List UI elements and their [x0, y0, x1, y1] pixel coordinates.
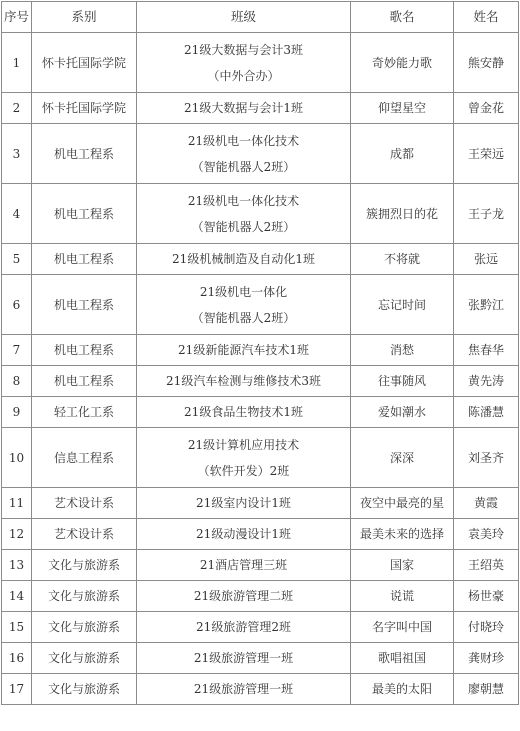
row-song: 深深: [351, 428, 454, 488]
row-number: 9: [2, 397, 32, 428]
row-name: 张远: [454, 244, 519, 275]
row-class: [137, 93, 351, 124]
table-row: [2, 643, 519, 674]
table-row: [2, 33, 519, 93]
row-name: 王绍英: [454, 550, 519, 581]
row-class-line1: 21级旅游管理二班: [193, 589, 294, 603]
row-department: 机电工程系: [32, 184, 137, 244]
row-class: [137, 124, 351, 184]
row-class-line1: 21级机械制造及自动化1班: [172, 252, 315, 266]
row-class: [137, 674, 351, 705]
row-name: 刘圣齐: [454, 428, 519, 488]
row-name: 曾金花: [454, 93, 519, 124]
row-number: 13: [2, 550, 32, 581]
row-class: [137, 335, 351, 366]
row-song: 歌唱祖国: [351, 643, 454, 674]
row-song: 成都: [351, 124, 454, 184]
row-number: 10: [2, 428, 32, 488]
table-row: [2, 428, 519, 488]
row-class: [137, 550, 351, 581]
header-row: [2, 2, 519, 33]
row-song: 最美未来的选择: [351, 519, 454, 550]
row-department: 怀卡托国际学院: [32, 33, 137, 93]
row-class-line1: 21级旅游管理2班: [196, 620, 291, 634]
row-song: 簇拥烈日的花: [351, 184, 454, 244]
table-body: [2, 33, 519, 705]
row-class: [137, 275, 351, 335]
row-class: [137, 366, 351, 397]
row-class-line1: 21级机电一体化技术: [187, 133, 300, 148]
table-row: [2, 124, 519, 184]
row-department: 艺术设计系: [32, 519, 137, 550]
row-name: 黄霞: [454, 488, 519, 519]
row-department: 轻工化工系: [32, 397, 137, 428]
row-number: 12: [2, 519, 32, 550]
header-name: 姓名: [454, 2, 519, 33]
row-class-line1: 21级计算机应用技术: [187, 437, 300, 452]
table-row: [2, 674, 519, 705]
row-department: 文化与旅游系: [32, 550, 137, 581]
row-name: 龚财珍: [454, 643, 519, 674]
row-department: 怀卡托国际学院: [32, 93, 137, 124]
row-class-line1: 21酒店管理三班: [199, 558, 288, 572]
table-row: [2, 581, 519, 612]
row-name: 廖朝慧: [454, 674, 519, 705]
row-name: 陈潘慧: [454, 397, 519, 428]
row-song: 忘记时间: [351, 275, 454, 335]
row-number: 16: [2, 643, 32, 674]
row-number: 3: [2, 124, 32, 184]
row-class: [137, 519, 351, 550]
row-department: 机电工程系: [32, 244, 137, 275]
row-department: 艺术设计系: [32, 488, 137, 519]
row-name: 焦春华: [454, 335, 519, 366]
row-song: 爱如潮水: [351, 397, 454, 428]
header-class: 班级: [137, 2, 351, 33]
row-class-line1: 21级大数据与会计1班: [184, 101, 303, 115]
table-row: [2, 275, 519, 335]
row-song: 奇妙能力歌: [351, 33, 454, 93]
row-class-line1: 21级室内设计1班: [196, 496, 291, 510]
row-song: 国家: [351, 550, 454, 581]
table-row: [2, 244, 519, 275]
row-class-line1: 21级动漫设计1班: [196, 527, 291, 541]
row-class-line1: 21级机电一体化技术: [187, 193, 300, 208]
row-song: 往事随风: [351, 366, 454, 397]
row-number: 14: [2, 581, 32, 612]
row-department: 机电工程系: [32, 366, 137, 397]
row-department: 信息工程系: [32, 428, 137, 488]
row-name: 杨世豪: [454, 581, 519, 612]
table-row: [2, 397, 519, 428]
header-song: 歌名: [351, 2, 454, 33]
header-number: 序号: [2, 2, 32, 33]
row-number: 8: [2, 366, 32, 397]
row-department: 文化与旅游系: [32, 674, 137, 705]
row-class: [137, 33, 351, 93]
row-song: 名字叫中国: [351, 612, 454, 643]
row-class-line1: 21级大数据与会计3班: [184, 42, 303, 57]
row-class-line1: 21级食品生物技术1班: [184, 405, 303, 419]
row-song: 夜空中最亮的星: [351, 488, 454, 519]
header-department: 系别: [32, 2, 137, 33]
table-row: [2, 550, 519, 581]
row-number: 15: [2, 612, 32, 643]
row-number: 4: [2, 184, 32, 244]
row-number: 5: [2, 244, 32, 275]
row-song: 消愁: [351, 335, 454, 366]
row-class-line2: （智能机器人2班）: [191, 310, 296, 325]
row-number: 1: [2, 33, 32, 93]
row-class: [137, 488, 351, 519]
row-class: [137, 643, 351, 674]
row-number: 17: [2, 674, 32, 705]
row-name: 张黔江: [454, 275, 519, 335]
row-name: 王荣远: [454, 124, 519, 184]
table-row: [2, 184, 519, 244]
row-song: 最美的太阳: [351, 674, 454, 705]
row-class: [137, 244, 351, 275]
row-number: 2: [2, 93, 32, 124]
row-department: 文化与旅游系: [32, 612, 137, 643]
row-department: 文化与旅游系: [32, 643, 137, 674]
table-row: [2, 366, 519, 397]
row-class-line2: （智能机器人2班）: [191, 219, 296, 234]
row-class-line1: 21级新能源汽车技术1班: [178, 343, 309, 357]
row-name: 黄先涛: [454, 366, 519, 397]
table-row: [2, 612, 519, 643]
row-class: [137, 428, 351, 488]
row-department: 机电工程系: [32, 335, 137, 366]
row-class: [137, 397, 351, 428]
row-class-line1: 21级旅游管理一班: [193, 682, 294, 696]
row-name: 袁美玲: [454, 519, 519, 550]
row-class: [137, 581, 351, 612]
row-number: 7: [2, 335, 32, 366]
row-name: 王子龙: [454, 184, 519, 244]
row-department: 机电工程系: [32, 275, 137, 335]
row-class-line1: 21级汽车检测与维修技术3班: [166, 374, 321, 388]
table-row: [2, 488, 519, 519]
row-song: 仰望星空: [351, 93, 454, 124]
row-number: 6: [2, 275, 32, 335]
row-class: [137, 612, 351, 643]
table-row: [2, 93, 519, 124]
row-song: 说谎: [351, 581, 454, 612]
row-class-line1: 21级旅游管理一班: [193, 651, 294, 665]
row-number: 11: [2, 488, 32, 519]
row-name: 付晓玲: [454, 612, 519, 643]
row-class: [137, 184, 351, 244]
table-row: [2, 519, 519, 550]
row-song: 不将就: [351, 244, 454, 275]
row-department: 文化与旅游系: [32, 581, 137, 612]
row-department: 机电工程系: [32, 124, 137, 184]
row-class-line1: 21级机电一体化: [199, 284, 288, 299]
row-class-line2: （智能机器人2班）: [191, 159, 296, 174]
table-row: [2, 335, 519, 366]
performance-table: [1, 1, 519, 705]
row-class-line2: （中外合办）: [207, 68, 280, 83]
row-class-line2: （软件开发）2班: [197, 463, 290, 478]
row-name: 熊安静: [454, 33, 519, 93]
